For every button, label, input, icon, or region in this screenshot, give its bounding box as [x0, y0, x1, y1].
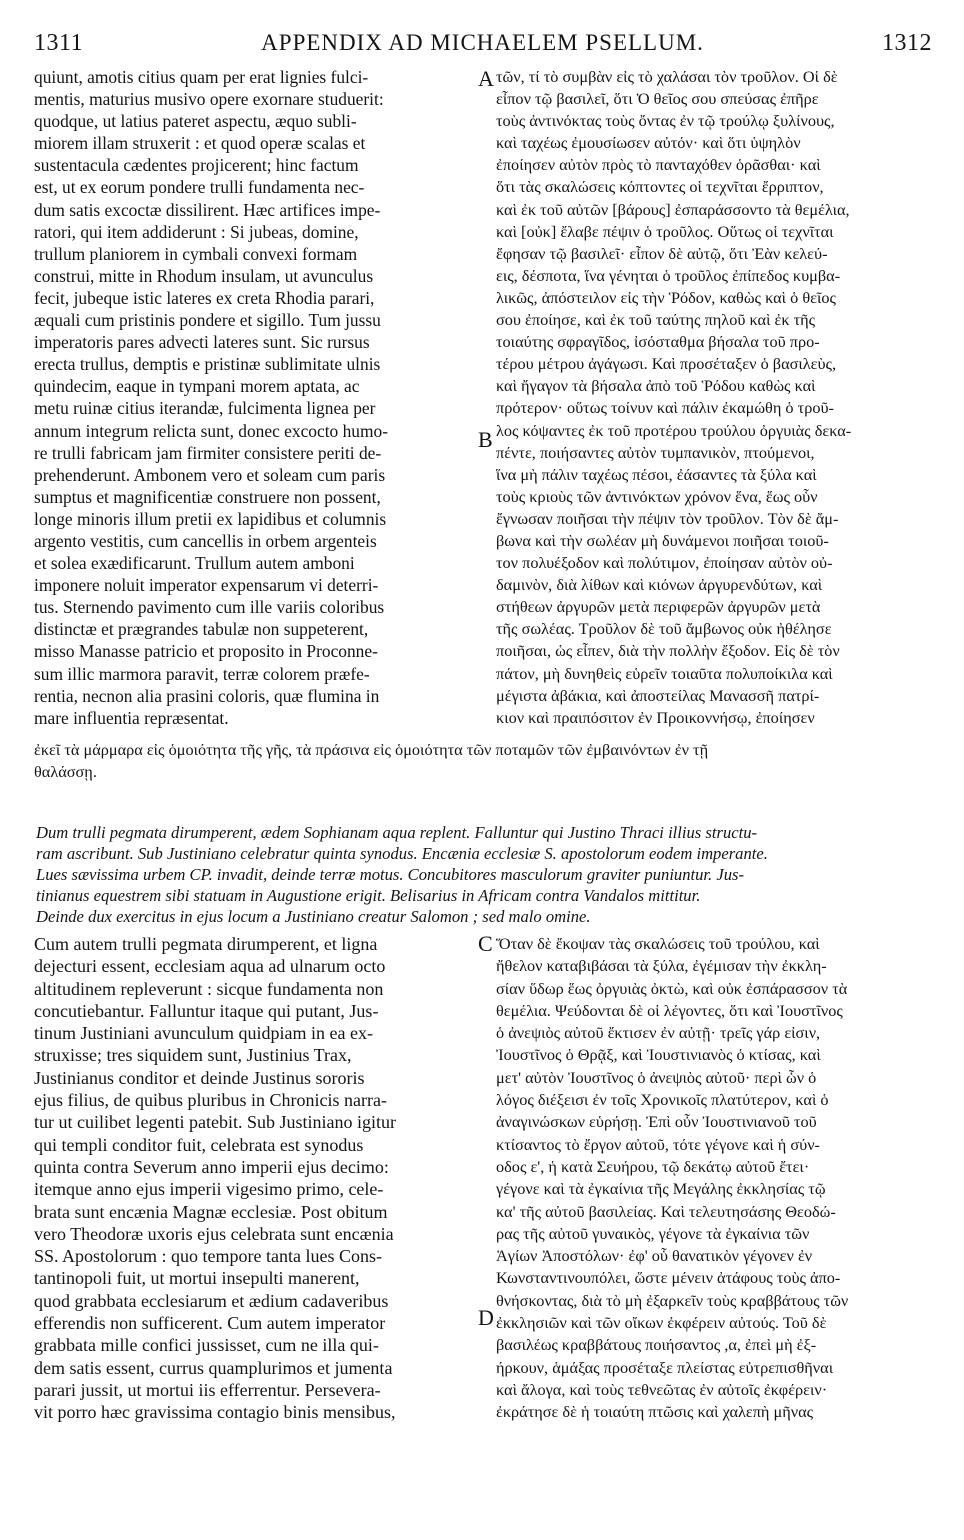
greek-line: σίαν ὕδωρ ἕως ὀργυιὰς ὀκτὼ, καὶ οὐκ ἐσπάρασσον τὰ [496, 978, 848, 998]
greek-line: πέντε, ποιήσαντες αὐτὸν τυμπανικὸν, πτούμενοι, [496, 442, 815, 462]
greek-line: λικῶς, ἀπόστειλον εἰς τὴν Ῥόδον, καθὼς καὶ ὁ θεῖος [496, 287, 836, 307]
latin-line: miorem illam struxerit : et quod operæ scalas et [34, 133, 366, 154]
latin-line: SS. Apostolorum : quo tempore tanta lues Cons- [34, 1246, 382, 1267]
latin-line: sumptus et magnificentiæ construere non possent, [34, 486, 381, 507]
greek-line: τοιαύτης σφραγῖδος, ἰσόσταθμα βήσαλα τοῦ προ- [496, 332, 820, 352]
greek-line: ὁ ἀνεψιὸς αὐτοῦ ἔκτισεν ἐν αὐτῇ· τρεῖς γάρ εἰσιν, [496, 1023, 821, 1043]
left-page-number: 1311 [34, 30, 84, 56]
greek-line: κιον καὶ πραιπόσιτον ἐν Προικοννήσῳ, ἐποίησεν [496, 707, 815, 727]
greek-line: ἔγνωσαν ποιῆσαι τὴν πέψιν τὸν τροῦλον. Τὸν δὲ ἄμ- [496, 508, 839, 528]
greek-line: γέγονε καὶ τὰ ἐγκαίνια τῆς Μεγάλης ἐκκλησίας τῷ [496, 1179, 826, 1199]
greek-line: ἐκράτησε δὲ ἡ τοιαύτη πτῶσις καὶ χαλεπὴ μῆνας [496, 1402, 814, 1422]
latin-line: quod grabbata ecclesiarum et ædium cadaveribus [34, 1290, 389, 1311]
greek-line: βασιλέως κραββάτους ποιήσαντος ,α, ἐπεὶ μὴ ἐξ- [496, 1335, 817, 1355]
summary-line: Lues sævissima urbem CP. invadit, deinde terræ motus. Concubitores masculorum graviter puniuntur. Jus- [36, 865, 744, 884]
latin-line: dum satis excoctæ dissilirent. Hæc artifices impe- [34, 199, 381, 220]
latin-line: brata sunt encænia Magnæ ecclesiæ. Post obitum [34, 1201, 388, 1222]
latin-line: construi, mitte in Rhodum insulam, ut avunculus [34, 265, 374, 286]
latin-line: tur ut cuilibet legenti patebit. Sub Justiniano igitur [34, 1112, 396, 1133]
margin-marker-b: B [478, 427, 493, 452]
latin-line: qui templi conditor fuit, celebrata est synodus [34, 1134, 364, 1155]
greek-line: ἐκκλησιῶν καὶ τῶν οἴκων ἐκφέρειν αὐτούς. Τοῦ δὲ [496, 1313, 827, 1333]
greek-line: καὶ ἐκ τοῦ αὐτῶν [βάρους] ἐσπαράσσοντο τὰ θεμέλια, [496, 199, 850, 219]
summary-line: Deinde dux exercitus in ejus locum a Justiniano creatur Salomon ; sed malo omine. [36, 907, 591, 926]
greek-line: Ὅταν δὲ ἔκοψαν τὰς σκαλώσεις τοῦ τρούλου, καὶ [496, 934, 820, 953]
right-page-number: 1312 [881, 30, 932, 56]
latin-line: ejus filius, de quibus pluribus in Chronicis narra- [34, 1090, 387, 1111]
latin-line: efferendis non sufficerent. Cum autem imperator [34, 1313, 386, 1334]
latin-line: imponere noluit imperator expensarum vi deterri- [34, 575, 379, 596]
greek-line: ἐποίησεν αὐτὸν πρὸς τὸ πανταχόθεν ὁρᾶσθαι· καὶ [496, 155, 821, 175]
greek-line: ήρκουν, ἁμάξας προσέταξε πλείστας εὐτρεπισθῆναι [496, 1357, 834, 1377]
latin-line: dejecturi essent, ecclesiam aqua ad ulnarum octo [34, 956, 386, 977]
margin-marker-a: A [478, 66, 494, 91]
latin-line: struxisse; tres siquidem sunt, Justinius Trax, [34, 1045, 352, 1066]
latin-line: rentia, necnon alia prasini coloris, quæ flumina in [34, 685, 380, 706]
greek-line: ὅτι τὰς σκαλώσεις κόπτοντες οἱ τεχνῖται ἔρριπτον, [496, 177, 824, 197]
greek-line: κτίσαντος τὸ ἔργον αὐτοῦ, τότε γέγονε καὶ ἡ σύν- [496, 1134, 820, 1154]
latin-line: parari jussit, ut mortui iis efferrentur. Persevera- [34, 1379, 381, 1400]
latin-line: grabbata mille confici jussisset, cum ne illa qui- [34, 1335, 379, 1356]
latin-line: erecta trullus, demptis e pristinæ sublimitate ulnis [34, 354, 381, 375]
greek-line: τον πολυέξοδον καὶ πολύτιμον, ἐποίησαν αὐτὸν οὐ- [496, 553, 833, 573]
latin-line: sum illic marmora paravit, terræ colorem præfe- [34, 663, 370, 684]
summary-line: ram ascribunt. Sub Justiniano celebratur quinta synodus. Encænia ecclesiæ S. apostolorum eodem imperante. [36, 844, 768, 863]
latin-line: fecit, jubeque istic lateres ex creta Rhodia parari, [34, 287, 375, 308]
greek-line: οδος ε', ἡ κατὰ Σευήρου, τῷ δεκάτῳ αὐτοῦ ἔτει· [496, 1156, 810, 1176]
greek-line: ἀναγινώσκων εὑρήσῃ. Ἐπὶ οὖν Ἰουστινιανοῦ τοῦ [496, 1112, 817, 1132]
latin-line: est, ut ex eorum pondere trulli fundamenta nec- [34, 177, 365, 198]
greek-line: καὶ ταχέως ἐμουσίωσεν αὐτόν· καὶ ὅτι ὑψηλὸν [496, 133, 801, 153]
greek-line: λόγος διέξεισι ἐν τοῖς Χρονικοῖς πλατύτερον, καὶ ὁ [496, 1090, 829, 1110]
greek-line: σου ἐποίησε, καὶ ἐκ τοῦ ταύτης πηλοῦ καὶ ἐκ τῆς [496, 310, 816, 330]
latin-column-bottom [34, 933, 476, 1424]
latin-line: imperatoris pares advecti lateres sunt. Sic rursus [34, 332, 370, 353]
latin-line: quiunt, amotis citius quam per erat lignies fulci- [34, 67, 369, 87]
latin-line: argento vestitis, cum cancellis in orbem argenteis [34, 530, 377, 551]
latin-line: quodque, ut latius pateret aspectu, æquo subli- [34, 111, 357, 132]
greek-line: τοὺς ἀντινόκτας τοὺς ὄντας ἐν τῷ τρούλῳ ξυλίνους, [496, 111, 835, 131]
latin-line: annum integrum relicta sunt, donec excocto humo- [34, 420, 388, 441]
latin-line: æquali cum pristinis pondere et sigillo. Tum jussu [34, 310, 381, 331]
greek-line: θαλάσσῃ. [34, 762, 97, 782]
greek-line: στήθεων ἀργυρῶν μετὰ περιφερῶν ἀργυρῶν μετὰ [496, 597, 821, 617]
greek-line: Ἰουστῖνος ὁ Θρᾷξ, καὶ Ἰουστινιανὸς ὁ κτίσας, καὶ [496, 1045, 821, 1065]
latin-line: Justinianus conditor et deinde Justinus sororis [34, 1067, 365, 1088]
greek-line: ρας τῆς αὐτοῦ γυναικὸς, γέγονε τὰ ἐγκαίνια τῶν [496, 1223, 810, 1243]
greek-line: τῶν, τί τὸ συμβὰν εἰς τὸ χαλάσαι τὸν τροῦλον. Οἱ δὲ [496, 67, 838, 86]
greek-line: μέγιστα ἀβάκια, καὶ ἀποστείλας Μανασσῆ πατρί- [496, 685, 820, 705]
greek-line: Κωνσταντινουπόλει, ὥστε μένειν ἀτάφους τοὺς ἀπο- [496, 1268, 841, 1288]
greek-line: ἤθελον καταβιβάσαι τὰ ξύλα, ἐγέμισαν τὴν ἐκκλη- [496, 956, 827, 976]
greek-line: τῆς σωλέας. Τροῦλον δὲ τοῦ ἄμβωνος οὐκ ἠθέλησε [496, 619, 832, 639]
greek-line: μετ' αὐτὸν Ἰουστῖνος ὁ ἀνεψιὸς αὐτοῦ· περὶ ὧν ὁ [496, 1067, 817, 1087]
latin-line: mare influentia repræsentat. [34, 707, 229, 728]
latin-line: longe minoris illum pretii ex lapidibus et columnis [34, 508, 387, 529]
greek-line: λος κόψαντες ἐκ τοῦ προτέρου τρούλου ὀργυιὰς δεκα- [496, 420, 852, 440]
latin-line: tinum Justiniani avunculum quidpiam in ea ex- [34, 1023, 373, 1044]
latin-line: quinta contra Severum anno imperii ejus decimo: [34, 1156, 389, 1177]
latin-line: mentis, maturius musivo opere exornare studuerit: [34, 89, 384, 110]
latin-line: et solea exædificarunt. Trullum autem amboni [34, 553, 355, 574]
section-summary [36, 822, 930, 927]
greek-line: καὶ [οὐκ] ἔλαβε πέψιν ὁ τροῦλος. Οὕτως οἱ τεχνῖται [496, 221, 834, 241]
running-title: APPENDIX AD MICHAELEM PSELLUM. [261, 30, 704, 55]
latin-line: prehenderunt. Ambonem vero et soleam cum paris [34, 464, 386, 485]
greek-line: πρότερον· οὕτως τοίνυν καὶ πάλιν ἐκαμώθη ὁ τροῦ- [496, 398, 834, 418]
greek-line: βωνα καὶ τὴν σωλέαν μὴ δυνάμενοι ποιῆσαι τοιοῦ- [496, 530, 829, 550]
summary-line: tinianus equestrem sibi statuam in Augustione erigit. Belisarius in Africam contra Vandalos mittitur. [36, 886, 701, 905]
greek-line: τέρου μέτρου ἀγάγωσι. Καὶ προσέταξεν ὁ βασιλεὺς, [496, 354, 837, 374]
margin-marker-d: D [478, 1305, 494, 1330]
latin-line: quindecim, eaque in tympani morem aptata, ac [34, 376, 360, 397]
latin-line: dem satis essent, currus quamplurimos et jumenta [34, 1357, 393, 1378]
greek-column-bottom [496, 933, 932, 1424]
latin-line: ratori, qui item addiderunt : Si jubeas, domine, [34, 221, 359, 242]
latin-line: re trulli fabricam jam firmiter consistere periti de- [34, 442, 382, 463]
greek-column-top [496, 66, 932, 729]
latin-line: sustentacula cædentes projicerent; hinc factum [34, 155, 359, 176]
greek-line: θεμέλια. Ψεύδονται δὲ οἱ λέγοντες, ὅτι καὶ Ἰουστῖνος [496, 1000, 843, 1020]
latin-line: altitudinem repleverunt : sicque fundamenta non [34, 978, 384, 999]
latin-line: vit porro hæc gravissima contagio binis mensibus, [34, 1402, 396, 1423]
latin-line: itemque anno ejus imperii vigesimo primo, cele- [34, 1179, 384, 1200]
margin-marker-c: C [478, 931, 493, 956]
greek-line: πάτον, μὴ δυνηθεὶς εὑρεῖν τοιαῦτα πολυποίκιλα καὶ [496, 663, 833, 683]
summary-line: Dum trulli pegmata dirumperent, ædem Sophianam aqua replent. Falluntur qui Justino Thraci illius structu- [36, 823, 758, 842]
greek-line: καὶ ἤγαγον τὰ βήσαλα ἀπὸ τοῦ Ῥόδου καθὼς καὶ [496, 376, 816, 396]
page-header [34, 30, 932, 60]
latin-line: concutiebantur. Falluntur itaque qui putant, Jus- [34, 1000, 379, 1021]
greek-line: τοὺς κριοὺς τῶν ἀντινόκτων χρόνον ἕνα, ἕως οὗν [496, 486, 818, 506]
latin-column-top [34, 66, 476, 729]
latin-line: tus. Sternendo pavimento cum ille variis coloribus [34, 597, 385, 618]
latin-line: vero Theodoræ uxoris ejus celebrata sunt encænia [34, 1223, 394, 1244]
greek-line: καὶ ἄλογα, καὶ τοὺς τεθνεῶτας ἐν αὐτοῖς ἐκφέρειν· [496, 1379, 828, 1399]
latin-line: misso Manasse patricio et proposito in Proconne- [34, 641, 378, 662]
greek-line: δαμινὸν, διὰ λίθων καὶ κιόνων ἀργυρενδύτων, καὶ [496, 575, 823, 595]
latin-line: distinctæ et prægrandes tabulæ non suppeterent, [34, 619, 369, 640]
latin-line: trullum planiorem in cymbali convexi formam [34, 243, 358, 264]
greek-line: ποιῆσαι, ὡς εἶπεν, διὰ τὴν πολλὴν ἔξοδον. Εἰς δὲ τὸν [496, 641, 840, 661]
greek-line: ἐκεῖ τὰ μάρμαρα εἰς ὁμοιότητα τῆς γῆς, τὰ πράσινα εἰς ὁμοιότητα τῶν ποταμῶν τῶν ἐμβαινόντων ἐν τῇ [34, 740, 709, 759]
latin-line: metu ruinæ citius iterandæ, fulcimenta lignea per [34, 398, 376, 419]
greek-line: ἵνα μὴ πάλιν ταχέως πέσοι, ἐάσαντες τὰ ξύλα καὶ [496, 464, 817, 484]
greek-line: ἔφησαν τῷ βασιλεῖ· εἶπον δὲ αὐτῷ, ὅτι Ἐὰν κελεύ- [496, 243, 828, 263]
greek-line: θνήσκοντας, διὰ τὸ μὴ ἐξαρκεῖν τοὺς κραββάτους τῶν [496, 1290, 849, 1310]
greek-line: εις, δέσποτα, ἵνα γένηται ὁ τροῦλος ἐπίπεδος κυμβα- [496, 265, 841, 285]
greek-line: εἶπον τῷ βασιλεῖ, ὅτι Ὁ θεῖος σου σπεύσας ἐπῆρε [496, 89, 819, 109]
greek-full-width-continuation [34, 739, 932, 783]
latin-line: Cum autem trulli pegmata dirumperent, et ligna [34, 934, 378, 954]
latin-line: tantinopoli fuit, ut mortui insepulti manerent, [34, 1268, 360, 1289]
greek-line: Ἁγίων Ἀποστόλων· ἐφ' οὗ θανατικὸν γέγονεν ἐν [496, 1246, 813, 1266]
greek-line: κα' τῆς αὐτοῦ βασιλείας. Καὶ τελευτησάσης Θεοδώ- [496, 1201, 836, 1221]
